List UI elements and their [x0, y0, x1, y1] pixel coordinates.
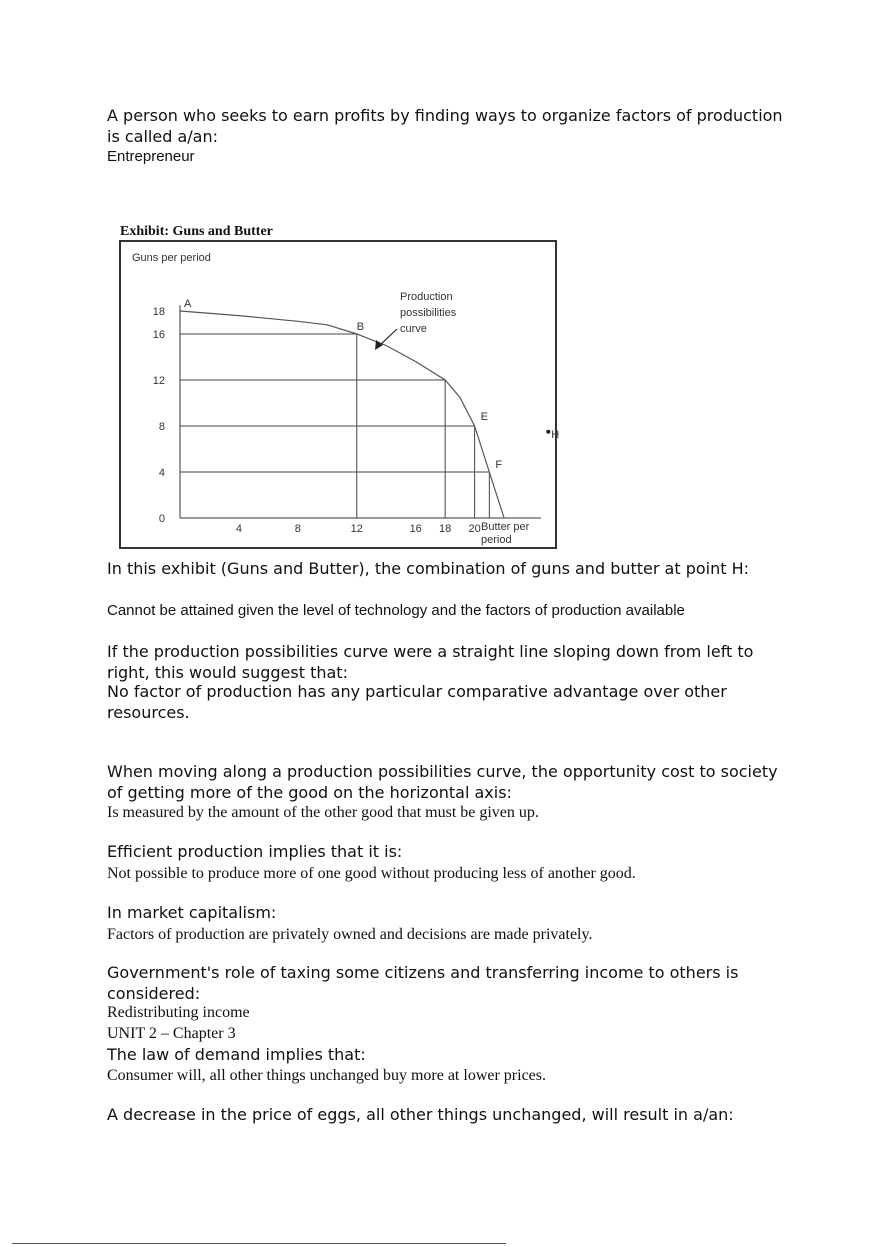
- question-2: In this exhibit (Guns and Butter), the combination of guns and butter at point H:: [107, 559, 750, 578]
- annotation-arrow-shaft: [379, 329, 397, 346]
- y-tick-label: 4: [158, 467, 165, 479]
- chart-frame: [120, 241, 556, 548]
- question-8: The law of demand implies that:: [107, 1045, 366, 1064]
- x-axis-label-line: period: [481, 534, 512, 546]
- question-4: When moving along a production possibilities curve, the opportunity cost to society of getting more of the good on the horizontal axis:: [107, 762, 778, 802]
- question-5: Efﬁcient production implies that it is:: [107, 842, 403, 861]
- x-tick-label: 20: [468, 523, 481, 535]
- curve-annotation: [375, 291, 457, 350]
- point-label-e: E: [480, 411, 488, 423]
- answer-5: Not possible to produce more of one good without producing less of another good.: [107, 865, 636, 882]
- answer-1: Entrepreneur: [107, 148, 195, 165]
- unit-heading: UNIT 2 – Chapter 3: [107, 1025, 236, 1042]
- point-h-dot: [546, 430, 550, 434]
- y-tick-label: 8: [158, 421, 165, 433]
- answer-8: Consumer will, all other things unchanged buy more at lower prices.: [107, 1067, 547, 1084]
- question-7: Government's role of taxing some citizens and transferring income to others is considered:: [107, 963, 739, 1003]
- question-3: If the production possibilities curve were a straight line sloping down from left to right, this would suggest that:: [107, 642, 754, 682]
- ppc-curve: [180, 311, 504, 518]
- chart-title: Exhibit: Guns and Butter: [120, 224, 273, 239]
- question-1: A person who seeks to earn profits by finding ways to organize factors of production is called a/an:: [107, 106, 783, 146]
- guide-lines: [180, 334, 489, 518]
- annotation-line: possibilities: [400, 307, 457, 319]
- point-label-f: F: [495, 459, 503, 471]
- answer-6: Factors of production are privately owned and decisions are made privately.: [107, 926, 593, 943]
- y-tick-label: 18: [152, 306, 165, 318]
- x-axis-label: [481, 521, 530, 546]
- x-tick-label: 16: [409, 523, 422, 535]
- annotation-line: Production: [400, 291, 453, 303]
- answer-2: Cannot be attained given the level of technology and the factors of production available: [107, 602, 685, 619]
- y-tick-label: 16: [152, 329, 165, 341]
- point-label-b: B: [356, 321, 365, 333]
- question-9: A decrease in the price of eggs, all other things unchanged, will result in a/an:: [107, 1105, 734, 1124]
- x-tick-label: 8: [294, 523, 301, 535]
- point-label-a: A: [184, 298, 192, 310]
- point-label-h: H: [551, 428, 559, 441]
- x-tick-label: 4: [235, 523, 242, 535]
- footer-rule: [12, 1243, 506, 1244]
- y-tick-label: 12: [152, 375, 165, 387]
- guns-butter-chart: [117, 219, 559, 553]
- point-labels: [184, 298, 559, 471]
- answer-3: No factor of production has any particular comparative advantage over other resources.: [107, 682, 727, 722]
- answer-7: Redistributing income: [107, 1004, 250, 1021]
- question-6: In market capitalism:: [107, 903, 277, 922]
- y-axis-label: Guns per period: [132, 252, 211, 264]
- answer-4: Is measured by the amount of the other good that must be given up.: [107, 804, 539, 821]
- tick-labels: [153, 306, 481, 535]
- annotation-line: curve: [400, 323, 427, 335]
- x-tick-label: 12: [350, 523, 363, 535]
- x-axis-label-line: Butter per: [481, 521, 530, 533]
- annotation-arrow-head: [375, 340, 383, 350]
- x-tick-label: 18: [439, 523, 452, 535]
- y-tick-label: 0: [158, 513, 165, 525]
